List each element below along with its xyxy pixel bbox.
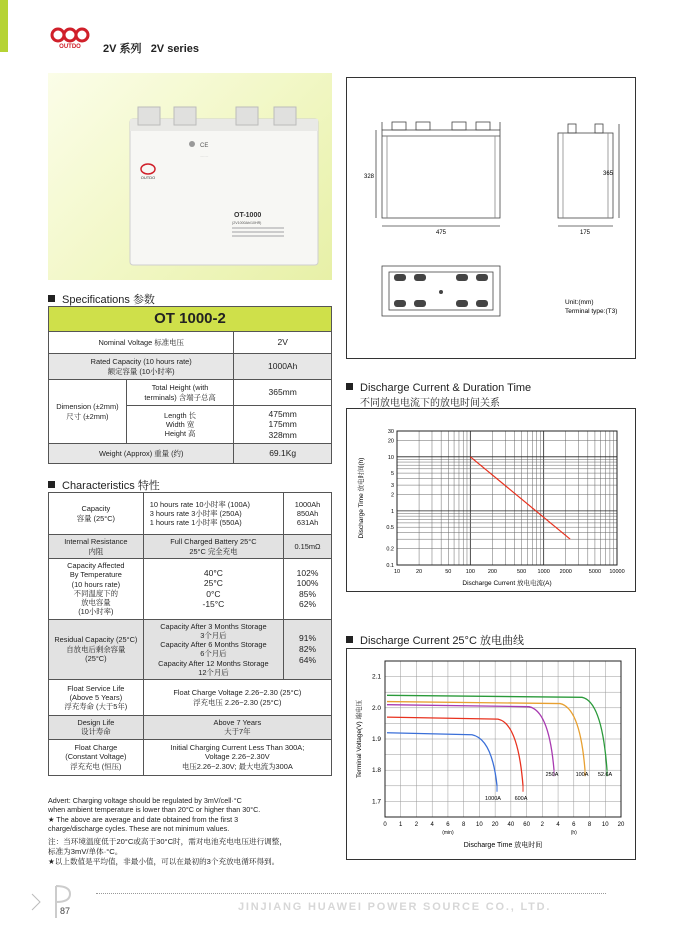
float-service-life-label: Float Service Life (Above 5 Years) 浮充寿命 (大于5年) bbox=[49, 680, 144, 716]
curve-y-tick: 2.1 bbox=[371, 673, 381, 681]
dimension-drawing bbox=[346, 77, 636, 359]
capacity-label: Capacity 容量 (25°C) bbox=[49, 493, 144, 535]
residual-capacity-conditions: Capacity After 3 Months Storage 3个月后 Capacity After 6 Months Storage 6个月后 Capacity After 12 Months Storage 12个月后 bbox=[143, 619, 283, 680]
specifications-heading: Specifications 参数 bbox=[48, 291, 155, 307]
duration-y-label: Discharge Time 放电时间(h) bbox=[358, 457, 365, 539]
duration-y-tick: 0.5 bbox=[386, 525, 394, 532]
dim-total-height: 365 bbox=[602, 171, 613, 177]
residual-capacity-label: Residual Capacity (25°C) 自放电后剩余容量 (25°C) bbox=[49, 619, 144, 680]
curve-series-2 bbox=[387, 717, 523, 786]
curve-x-tick: 60 bbox=[523, 822, 530, 828]
photo-model: OT-1000 bbox=[234, 212, 262, 219]
dim-height: 328 bbox=[363, 174, 375, 180]
brand-logo-text: OUTDO bbox=[59, 44, 81, 50]
dimension-values: 475mm 175mm 328mm bbox=[234, 406, 332, 444]
weight-label: Weight (Approx) 重量 (约) bbox=[49, 444, 234, 464]
float-charge-value: Initial Charging Current Less Than 300A; Voltage 2.26~2.30V 电压2.26~2.30V; 最大电流为300A bbox=[143, 739, 331, 775]
duration-y-tick: 3 bbox=[390, 483, 394, 490]
photo-brand: OUTDO bbox=[140, 175, 156, 180]
duration-x-tick: 10000 bbox=[609, 569, 625, 575]
duration-chart bbox=[347, 409, 635, 591]
curve-series-label: 600A bbox=[514, 795, 528, 802]
curve-chart-heading: Discharge Current 25°C 放电曲线 bbox=[346, 632, 524, 648]
dim-width: 175 bbox=[579, 230, 591, 236]
duration-x-tick: 100 bbox=[465, 569, 475, 575]
product-photo bbox=[48, 73, 332, 280]
characteristics-heading: Characteristics 特性 bbox=[48, 477, 160, 493]
dim-length: 475 bbox=[435, 230, 447, 236]
duration-x-tick: 200 bbox=[487, 569, 498, 575]
duration-y-tick: 5 bbox=[390, 471, 394, 478]
temperature-capacity-label: Capacity Affected By Temperature (10 hours rate) 不同温度下的 放电容量 (10小时率) bbox=[49, 559, 144, 620]
nominal-voltage-label: Nominal Voltage 标准电压 bbox=[49, 332, 234, 354]
curve-x-tick: 20 bbox=[491, 822, 499, 828]
temperature-list: 40°C 25°C 0°C -15°C bbox=[143, 559, 283, 620]
drawing-svg bbox=[347, 78, 635, 358]
duration-grid bbox=[397, 431, 617, 565]
svg-text:CE: CE bbox=[200, 143, 209, 149]
characteristics-table bbox=[48, 492, 332, 776]
curve-series-3 bbox=[387, 705, 554, 771]
duration-y-tick: 1 bbox=[390, 508, 394, 515]
series-cn: 2V 系列 bbox=[103, 43, 142, 55]
duration-series-line bbox=[470, 457, 570, 539]
duration-x-tick: 10 bbox=[393, 569, 401, 575]
weight-value: 69.1Kg bbox=[234, 444, 332, 464]
duration-plot-border bbox=[397, 431, 617, 565]
curve-x-tick: 8 bbox=[461, 822, 466, 828]
notes: Advert: Charging voltage should be regulated by 3mV/cell·°C when ambient temperature is lower than 20°C or higher than 30°C. ★ The above are average and date obtained from the first 3 charge/discharge cycles. These are not minimum values. 注：当环境温度低于20°C或高于30°C时，需对电池充电电压进行调整， 标准为3mV/单体·°C。 ★以上数值是平均值，非最小值，可以在最初的3个充放电循环得到。 bbox=[48, 796, 287, 867]
rated-capacity-label: Rated Capacity (10 hours rate) 额定容量 (10小时率) bbox=[49, 354, 234, 380]
duration-x-tick: 50 bbox=[445, 569, 452, 575]
curve-x-label: Discharge Time 放电时间 bbox=[463, 842, 543, 849]
dimension-label: Dimension (±2mm) 尺寸 (±2mm) bbox=[49, 380, 127, 444]
residual-capacity-values: 91% 82% 64% bbox=[284, 619, 332, 680]
curve-x-tick: 2 bbox=[414, 822, 419, 828]
curve-y-tick: 1.8 bbox=[371, 767, 381, 775]
duration-y-tick: 30 bbox=[387, 429, 394, 435]
duration-x-tick: 2000 bbox=[559, 569, 572, 575]
curve-y-label: Terminal Voltage(V) 端电压 bbox=[356, 699, 363, 779]
series-title bbox=[103, 40, 199, 56]
curve-x-tick: 0 bbox=[383, 822, 387, 828]
design-life-label: Design Life 设计寿命 bbox=[49, 716, 144, 740]
rated-capacity-value: 1000Ah bbox=[234, 354, 332, 380]
design-life-value: Above 7 Years 大于7年 bbox=[143, 716, 331, 740]
curve-series-1 bbox=[387, 733, 497, 786]
duration-x-tick: 500 bbox=[516, 569, 527, 575]
duration-chart-subtitle: 不同放电电流下的放电时间关系 bbox=[360, 398, 500, 409]
accent-bar bbox=[0, 0, 8, 52]
temperature-capacity-values: 102% 100% 85% 62% bbox=[284, 559, 332, 620]
model-name: OT 1000-2 bbox=[49, 307, 332, 332]
curve-series-label: 1000A bbox=[485, 795, 501, 802]
curve-chart bbox=[347, 649, 635, 859]
internal-resistance-condition: Full Charged Battery 25°C 25°C 完全充电 bbox=[143, 535, 283, 559]
internal-resistance-label: Internal Resistance 内阻 bbox=[49, 535, 144, 559]
capacity-values: 1000Ah 850Ah 631Ah bbox=[284, 493, 332, 535]
duration-y-tick: 0.1 bbox=[386, 563, 394, 569]
duration-x-tick: 5000 bbox=[588, 569, 602, 575]
specifications-table bbox=[48, 306, 332, 464]
company-name: JINJIANG HUAWEI POWER SOURCE CO., LTD. bbox=[238, 901, 552, 913]
duration-x-label: Discharge Current 放电电流(A) bbox=[462, 580, 552, 587]
duration-y-tick: 2 bbox=[390, 492, 394, 499]
duration-x-tick: 1000 bbox=[537, 569, 550, 575]
float-charge-label: Float Charge (Constant Voltage) 浮充充电 (恒压) bbox=[49, 739, 144, 775]
curve-x-tick: 40 bbox=[507, 822, 515, 828]
curve-chart-frame bbox=[346, 648, 636, 860]
curve-series-label: 52.6A bbox=[597, 772, 613, 779]
curve-y-tick: 1.7 bbox=[371, 798, 381, 806]
unit-label: Unit:(mm) bbox=[565, 299, 594, 306]
curve-series-label: 250A bbox=[545, 772, 559, 779]
battery-illustration bbox=[126, 103, 322, 267]
curve-series-label: 100A bbox=[575, 772, 589, 779]
footer-divider bbox=[96, 893, 606, 895]
curve-x-tick: 10 bbox=[601, 822, 609, 828]
terminal-label: Terminal type:(T3) bbox=[565, 308, 618, 315]
curve-x-tick: 10 bbox=[476, 822, 483, 828]
total-height-label: Total Height (with terminals) 含端子总高 bbox=[126, 380, 234, 406]
curve-x-unit-h: (h) bbox=[570, 830, 577, 836]
curve-grid bbox=[385, 661, 621, 817]
curve-x-tick: 2 bbox=[540, 822, 545, 828]
nominal-voltage-value: 2V bbox=[234, 332, 332, 354]
curve-x-tick: 4 bbox=[430, 822, 434, 828]
curve-x-tick: 8 bbox=[587, 822, 592, 828]
duration-y-tick: 10 bbox=[387, 454, 394, 461]
internal-resistance-value: 0.15mΩ bbox=[284, 535, 332, 559]
curve-x-tick: 20 bbox=[617, 822, 625, 828]
series-en: 2V series bbox=[150, 43, 200, 55]
duration-chart-frame bbox=[346, 408, 636, 592]
total-height-value: 365mm bbox=[234, 380, 332, 406]
curve-y-tick: 1.9 bbox=[371, 736, 381, 743]
capacity-rates: 10 hours rate 10小时率 (100A) 3 hours rate 3小时率 (250A) 1 hours rate 1小时率 (550A) bbox=[143, 493, 283, 535]
duration-x-tick: 20 bbox=[416, 569, 423, 575]
brand-logo bbox=[48, 26, 92, 50]
curve-x-tick: 1 bbox=[399, 822, 403, 828]
duration-y-tick: 20 bbox=[387, 438, 394, 445]
photo-rating: (2V1000Ah/10HR) bbox=[232, 221, 262, 225]
curve-x-unit-min: (min) bbox=[442, 830, 454, 836]
page-number: 87 bbox=[60, 906, 71, 916]
dimension-labels: Length 长 Width 宽 Height 高 bbox=[126, 406, 234, 444]
curve-x-tick: 6 bbox=[446, 822, 450, 828]
curve-y-tick: 2.0 bbox=[371, 704, 381, 712]
curve-x-tick: 6 bbox=[572, 822, 576, 828]
float-service-life-value: Float Charge Voltage 2.26~2.30 (25°C) 浮充电压 2.26~2.30 (25°C) bbox=[143, 680, 331, 716]
svg-text:..........: .......... bbox=[200, 154, 209, 158]
duration-chart-heading: Discharge Current & Duration Time bbox=[346, 382, 531, 394]
curve-x-tick: 4 bbox=[556, 822, 560, 828]
duration-y-tick: 0.2 bbox=[386, 546, 394, 553]
